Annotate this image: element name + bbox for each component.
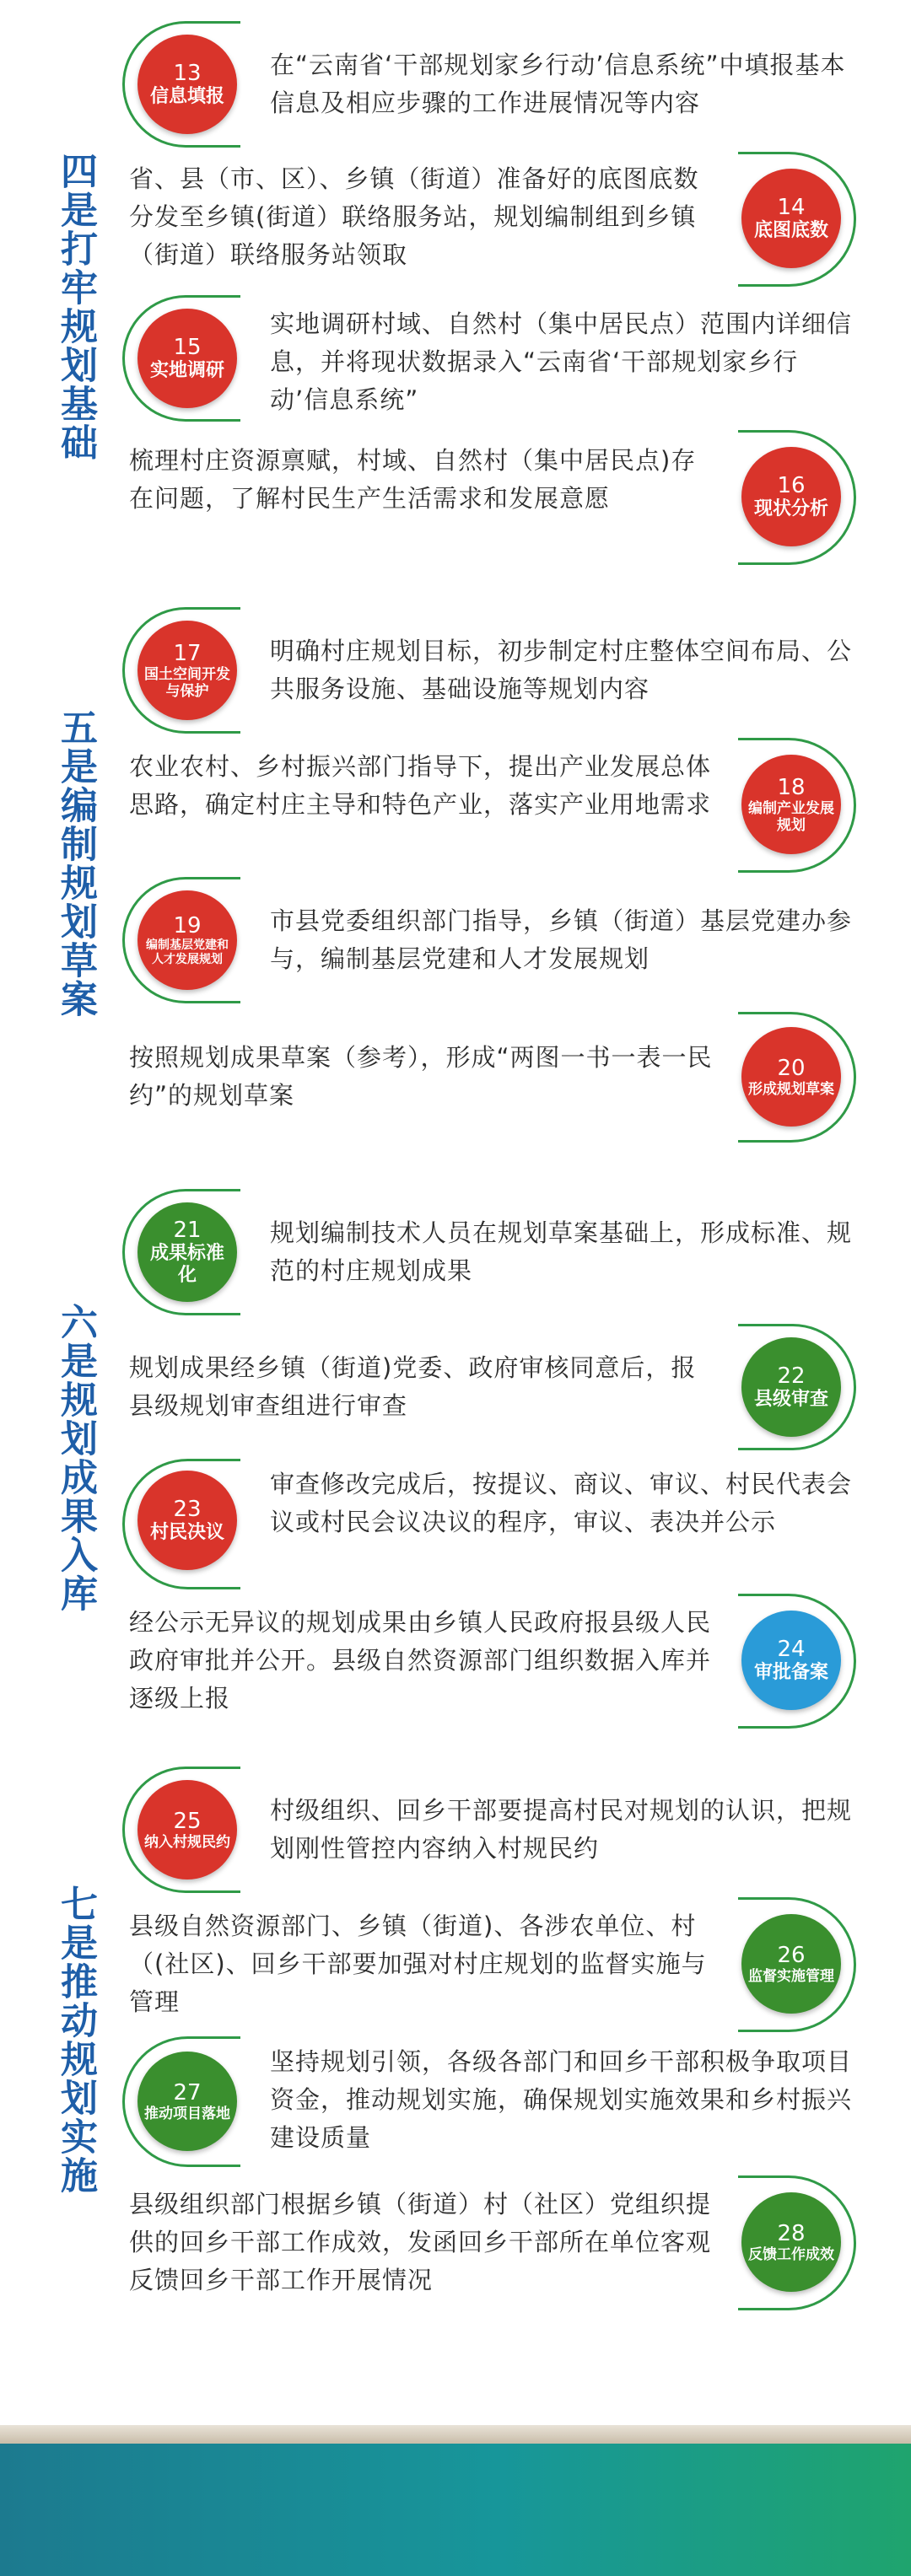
step-badge — [137, 2052, 237, 2151]
step-badge — [137, 1471, 237, 1570]
step-description: 市县党委组织部门指导，乡镇（街道）基层党建办参与，编制基层党建和人才发展规划 — [270, 906, 853, 973]
step-number: 26 — [777, 1943, 806, 1968]
step-number: 21 — [173, 1218, 202, 1243]
step-description: 省、县（市、区）、乡镇（街道）准备好的底图底数分发至乡镇(街道）联络服务站，规划编制组到乡镇（街道）联络服务站领取 — [129, 164, 699, 269]
step-description: 按照规划成果草案（参考），形成“两图一书一表一民约”的规划草案 — [129, 1043, 713, 1110]
step-badge — [137, 309, 237, 408]
step-description: 梳理村庄资源禀赋，村域、自然村（集中居民点)存在问题，了解村民生产生活需求和发展意愿 — [129, 446, 697, 513]
step-number: 13 — [173, 61, 202, 86]
step-description: 规划成果经乡镇（街道)党委、政府审核同意后，报县级规划审查组进行审查 — [129, 1353, 697, 1420]
step-number: 27 — [173, 2080, 202, 2105]
step-item — [122, 295, 856, 422]
section-title: 五是编制规划草案 — [54, 708, 97, 1019]
step-label: 审批备案 — [753, 1662, 828, 1683]
step-badge — [741, 447, 841, 546]
step-badge — [741, 1337, 841, 1437]
step-item — [122, 2175, 856, 2310]
step-label: 信息填报 — [149, 86, 224, 107]
step-item — [122, 1012, 856, 1143]
step-description: 经公示无异议的规划成果由乡镇人民政府报县级人民政府审批并公开。县级自然资源部门组织数据入库并逐级上报 — [129, 1608, 712, 1713]
step-badge — [137, 35, 237, 134]
step-item — [122, 430, 856, 565]
step-description: 县级组织部门根据乡镇（街道）村（社区）党组织提供的回乡干部工作成效，发函回乡干部所在单位客观反馈回乡干部工作开展情况 — [129, 2190, 712, 2294]
step-badge — [741, 169, 841, 268]
step-badge — [741, 1611, 841, 1710]
step-item — [122, 1324, 856, 1450]
step-number: 24 — [777, 1637, 806, 1662]
step-badge — [741, 1027, 841, 1127]
footer-band — [0, 2444, 911, 2576]
step-number: 14 — [777, 195, 806, 220]
step-number: 18 — [777, 775, 806, 800]
step-number: 20 — [777, 1056, 806, 1081]
step-label: 推动项目落地 — [144, 2105, 230, 2122]
step-number: 25 — [173, 1809, 202, 1834]
step-description: 规划编制技术人员在规划草案基础上，形成标准、规范的村庄规划成果 — [270, 1218, 853, 1285]
step-label: 反馈工作成效 — [748, 2246, 834, 2263]
step-description: 实地调研村域、自然村（集中居民点）范围内详细信息，并将现状数据录入“云南省‘干部规划家乡行动’信息系统” — [270, 309, 853, 414]
step-badge — [137, 621, 237, 720]
step-item — [122, 152, 856, 287]
step-item — [122, 607, 856, 734]
step-label: 编制基层党建和人才发展规划 — [146, 938, 229, 966]
step-label: 编制产业发展规划 — [748, 800, 834, 834]
step-number: 16 — [777, 473, 806, 498]
step-item — [122, 1897, 856, 2032]
step-badge — [137, 890, 237, 990]
step-description: 明确村庄规划目标，初步制定村庄整体空间布局、公共服务设施、基础设施等规划内容 — [270, 637, 853, 703]
step-badge — [137, 1202, 237, 1302]
step-label: 形成规划草案 — [748, 1081, 834, 1098]
step-number: 15 — [173, 335, 202, 360]
step-description: 审查修改完成后，按提议、商议、审议、村民代表会议或村民会议决议的程序，审议、表决并公示 — [270, 1470, 853, 1536]
step-label: 村民决议 — [149, 1522, 224, 1543]
step-badge — [741, 2192, 841, 2292]
step-label: 底图底数 — [753, 220, 828, 241]
step-badge — [741, 755, 841, 854]
step-item — [122, 738, 856, 873]
step-item — [122, 1459, 856, 1589]
step-description: 村级组织、回乡干部要提高村民对规划的认识，把规划刚性管控内容纳入村规民约 — [270, 1796, 853, 1863]
step-item — [122, 1594, 856, 1729]
section-title: 四是打牢规划基础 — [54, 152, 97, 462]
step-label: 纳入村规民约 — [144, 1834, 230, 1851]
step-description: 县级自然资源部门、乡镇（街道)、各涉农单位、村（(社区)、回乡干部要加强对村庄规划的监督实施与管理 — [129, 1912, 707, 2016]
step-item — [122, 1189, 856, 1315]
step-label: 监督实施管理 — [748, 1968, 834, 1985]
step-number: 23 — [173, 1497, 202, 1522]
section-title: 六是规划成果入库 — [54, 1303, 97, 1613]
step-number: 19 — [173, 913, 202, 938]
step-item — [122, 877, 856, 1003]
step-number: 28 — [777, 2221, 806, 2246]
section-title: 七是推动规划实施 — [54, 1885, 97, 2195]
step-description: 在“云南省‘干部规划家乡行动’信息系统”中填报基本信息及相应步骤的工作进展情况等内容 — [270, 51, 846, 117]
step-label: 现状分析 — [753, 498, 828, 519]
step-label: 实地调研 — [149, 360, 224, 381]
step-number: 17 — [173, 641, 202, 666]
step-description: 农业农村、乡村振兴部门指导下，提出产业发展总体思路，确定村庄主导和特色产业，落实产业用地需求 — [129, 752, 712, 819]
step-description: 坚持规划引领，各级各部门和回乡干部积极争取项目资金，推动规划实施，确保规划实施效果和乡村振兴建设质量 — [270, 2047, 853, 2152]
step-number: 22 — [777, 1363, 806, 1389]
step-badge — [741, 1914, 841, 2014]
step-item — [122, 21, 856, 148]
step-item — [122, 2036, 856, 2167]
step-label: 成果标准化 — [149, 1243, 224, 1286]
step-badge — [137, 1780, 237, 1880]
step-label: 县级审查 — [753, 1389, 828, 1410]
step-item — [122, 1767, 856, 1893]
step-label: 国土空间开发与保护 — [144, 666, 230, 700]
footer-divider — [0, 2425, 911, 2444]
